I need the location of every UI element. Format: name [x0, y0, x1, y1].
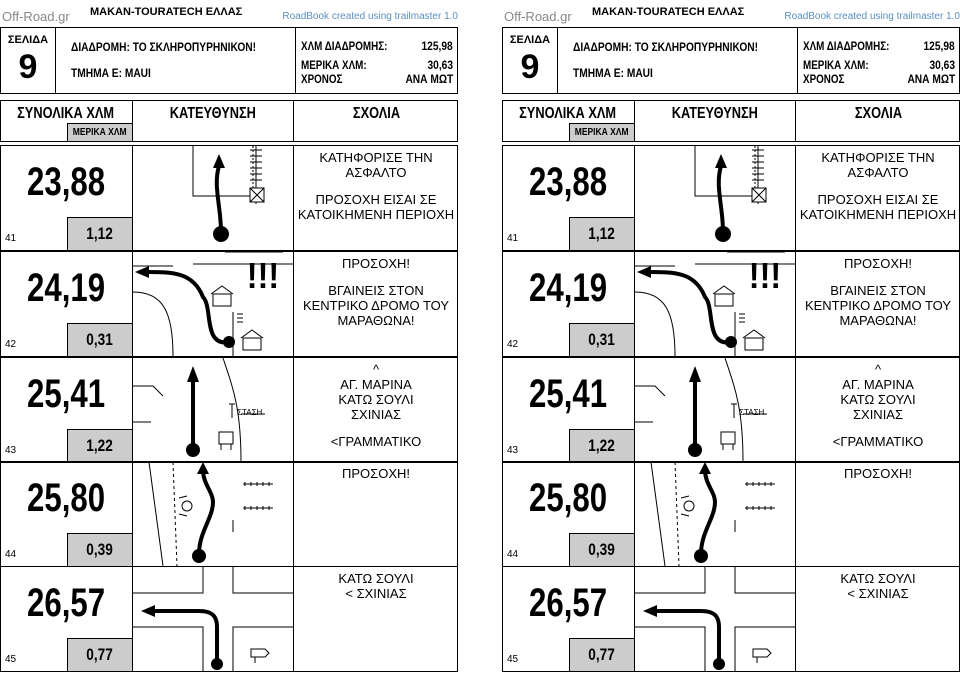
note-line: ΚΑΤΗΦΟΡΙΣΕ ΤΗΝ ΑΣΦΑΛΤΟ — [821, 150, 935, 180]
row-number: 42 — [507, 339, 519, 350]
tulip-diagram — [132, 146, 293, 250]
site-name: Off-Road.gr — [2, 9, 70, 24]
total-km: 25,80 — [528, 476, 608, 520]
note-line: ^ — [372, 362, 380, 377]
distance-cell — [1, 462, 131, 566]
page-number-box — [503, 28, 558, 93]
partial-km-value: 0,31 — [569, 323, 634, 356]
partial-km-value: 1,12 — [67, 217, 132, 250]
notes-cell — [293, 358, 458, 462]
site-name: Off-Road.gr — [504, 9, 572, 24]
notes-cell — [795, 146, 960, 250]
roadbook-page-left — [0, 0, 458, 674]
tulip-diagram — [634, 462, 795, 566]
total-km: 25,80 — [26, 476, 106, 520]
distance-cell — [503, 462, 633, 566]
note-line: ΚΑΤΩ ΣΟΥΛΙ — [840, 571, 916, 586]
note-line: ΣΧΙΝΙΑΣ — [852, 407, 904, 422]
partial-km-value: 1,22 — [569, 429, 634, 462]
partial-km-value: 0,31 — [67, 323, 132, 356]
distance-cell — [1, 252, 131, 356]
note-line: ΚΑΤΗΦΟΡΙΣΕ ΤΗΝ ΑΣΦΑΛΤΟ — [319, 150, 433, 180]
row-number: 42 — [5, 339, 17, 350]
warning-marks: !!! — [246, 255, 280, 296]
total-km: 23,88 — [26, 160, 106, 204]
note-line: ΒΓΑΙΝΕΙΣ ΣΤΟΝ ΚΕΝΤΡΙΚΟ ΔΡΟΜΟ ΤΟΥ ΜΑΡΑΘΩΝΑ! — [804, 283, 952, 328]
column-header — [0, 100, 458, 142]
notes-cell — [795, 358, 960, 462]
total-km: 25,41 — [528, 372, 608, 416]
table-row — [502, 251, 960, 357]
table-row — [502, 145, 960, 251]
total-km: 23,88 — [528, 160, 608, 204]
note-line: ^ — [874, 362, 882, 377]
page-header — [0, 0, 458, 26]
tulip-diagram — [634, 252, 795, 356]
note-line: <ΓΡΑΜΜΑΤΙΚΟ — [330, 434, 422, 449]
distance-cell — [1, 358, 131, 462]
col-total: ΣΥΝΟΛΙΚΑ ΧΛΜ ΜΕΡΙΚΑ ΧΛΜ — [503, 101, 633, 141]
note-line — [796, 271, 960, 283]
row-number: 44 — [5, 549, 17, 560]
note-line — [796, 180, 960, 192]
note-line: ΒΓΑΙΝΕΙΣ ΣΤΟΝ ΚΕΝΤΡΙΚΟ ΔΡΟΜΟ ΤΟΥ ΜΑΡΑΘΩΝΑ! — [302, 283, 450, 328]
note-line — [294, 422, 458, 434]
section-name: ΤΜΗΜΑ Ε: ΜΑUI — [71, 66, 151, 80]
col-notes: ΣΧΟΛΙΑ — [795, 101, 960, 141]
club-name: MAKAN-TOURATECH ΕΛΛΑΣ — [592, 6, 745, 18]
col-direction: ΚΑΤΕΥΘΥΝΣΗ — [634, 101, 795, 141]
notes-cell — [795, 252, 960, 356]
table-row — [0, 461, 458, 567]
tulip-diagram — [132, 252, 293, 356]
notes-cell — [293, 462, 458, 566]
tulip-diagram — [634, 358, 795, 462]
note-line: ΠΡΟΣΟΧΗ! — [342, 256, 410, 271]
credit-text: RoadBook created using trailmaster 1.0 — [784, 11, 960, 22]
table-row — [502, 357, 960, 463]
note-line: < ΣΧΙΝΙΑΣ — [345, 586, 407, 601]
notes-cell — [795, 462, 960, 566]
tulip-svg — [635, 146, 795, 250]
tulip-svg — [133, 567, 293, 671]
row-number: 45 — [5, 654, 17, 665]
col-partial: ΜΕΡΙΚΑ ΧΛΜ — [67, 123, 132, 141]
tulip-svg — [133, 462, 293, 566]
total-km: 26,57 — [528, 581, 608, 625]
note-line: ΚΑΤΩ ΣΟΥΛΙ — [840, 392, 916, 407]
table-row — [0, 357, 458, 463]
note-line: ΠΡΟΣΟΧΗ! — [844, 256, 912, 271]
bus-stop-label: ΣΤΑΣΗ — [739, 408, 765, 417]
partial-km-value: 0,77 — [67, 638, 132, 671]
note-line — [294, 180, 458, 192]
tulip-diagram — [132, 462, 293, 566]
tulip-diagram — [132, 358, 293, 462]
note-line: ΣΧΙΝΙΑΣ — [350, 407, 402, 422]
partial-km-value: 0,77 — [569, 638, 634, 671]
tulip-diagram — [132, 567, 293, 671]
notes-cell — [293, 567, 458, 671]
tulip-svg — [635, 358, 795, 462]
route-name: ΔΙΑΔΡΟΜΗ: ΤΟ ΣΚΛΗΡΟΠΥΡΗΝΙΚΟΝ! — [573, 40, 759, 54]
col-total: ΣΥΝΟΛΙΚΑ ΧΛΜ ΜΕΡΙΚΑ ΧΛΜ — [1, 101, 131, 141]
tulip-diagram — [634, 567, 795, 671]
note-line — [796, 422, 960, 434]
page-number: 9 — [18, 48, 38, 86]
total-km: 26,57 — [26, 581, 106, 625]
warning-marks: !!! — [748, 255, 782, 296]
partial-km-value: 1,22 — [67, 429, 132, 462]
tulip-svg — [635, 567, 795, 671]
credit-text: RoadBook created using trailmaster 1.0 — [282, 11, 458, 22]
row-number: 45 — [507, 654, 519, 665]
distance-cell — [503, 358, 633, 462]
tulip-svg — [635, 462, 795, 566]
row-number: 43 — [5, 445, 17, 456]
col-direction: ΚΑΤΕΥΘΥΝΣΗ — [132, 101, 293, 141]
col-notes: ΣΧΟΛΙΑ — [293, 101, 458, 141]
table-row — [0, 251, 458, 357]
route-name: ΔΙΑΔΡΟΜΗ: ΤΟ ΣΚΛΗΡΟΠΥΡΗΝΙΚΟΝ! — [71, 40, 257, 54]
note-line: ΑΓ. ΜΑΡΙΝΑ — [340, 377, 412, 392]
note-line: ΚΑΤΩ ΣΟΥΛΙ — [338, 392, 414, 407]
distance-cell — [503, 567, 633, 671]
distance-cell — [1, 567, 131, 671]
page-label: ΣΕΛΙΔΑ — [7, 34, 49, 46]
note-line: < ΣΧΙΝΙΑΣ — [847, 586, 909, 601]
tulip-svg — [133, 358, 293, 462]
row-number: 43 — [507, 445, 519, 456]
note-line: <ΓΡΑΜΜΑΤΙΚΟ — [832, 434, 924, 449]
table-row — [0, 566, 458, 672]
note-line: ΠΡΟΣΟΧΗ! — [844, 466, 912, 481]
partial-km-value: 0,39 — [569, 533, 634, 566]
tulip-diagram — [634, 146, 795, 250]
table-row — [502, 566, 960, 672]
total-km: 24,19 — [528, 266, 608, 310]
page-number: 9 — [520, 48, 540, 86]
note-line: ΠΡΟΣΟΧΗ! — [342, 466, 410, 481]
note-line: ΑΓ. ΜΑΡΙΝΑ — [842, 377, 914, 392]
notes-cell — [795, 567, 960, 671]
partial-km-value: 0,39 — [67, 533, 132, 566]
row-number: 41 — [5, 233, 17, 244]
club-name: MAKAN-TOURATECH ΕΛΛΑΣ — [90, 6, 243, 18]
roadbook-page-right — [502, 0, 960, 674]
page-header — [502, 0, 960, 26]
partial-km-value: 1,12 — [569, 217, 634, 250]
notes-cell — [293, 146, 458, 250]
page-number-box — [1, 28, 56, 93]
route-info-box: ΣΕΛΙΔΑ 9 ΔΙΑΔΡΟΜΗ: ΤΟ ΣΚΛΗΡΟΠΥΡΗΝΙΚΟΝ! ΤΜΗΜΑ Ε: ΜΑUI ΧΛΜ ΔΙΑΔΡΟΜΗΣ: 125,98 ΜΕΡΙΚΑ ΧΛΜ: 30,63 ΧΡΟΝΟΣ ΑΝΑ ΜΩΤ — [0, 27, 458, 94]
bus-stop-label: ΣΤΑΣΗ — [237, 408, 263, 417]
note-line: ΠΡΟΣΟΧΗ ΕΙΣΑΙ ΣΕ ΚΑΤΟΙΚΗΜΕΝΗ ΠΕΡΙΟΧΗ — [799, 192, 957, 222]
table-row — [502, 461, 960, 567]
note-line — [294, 271, 458, 283]
note-line: ΚΑΤΩ ΣΟΥΛΙ — [338, 571, 414, 586]
page-label: ΣΕΛΙΔΑ — [509, 34, 551, 46]
total-km: 25,41 — [26, 372, 106, 416]
distance-cell — [1, 146, 131, 250]
row-number: 44 — [507, 549, 519, 560]
distance-cell — [503, 146, 633, 250]
row-number: 41 — [507, 233, 519, 244]
column-header — [502, 100, 960, 142]
note-line: ΠΡΟΣΟΧΗ ΕΙΣΑΙ ΣΕ ΚΑΤΟΙΚΗΜΕΝΗ ΠΕΡΙΟΧΗ — [297, 192, 455, 222]
distance-cell — [503, 252, 633, 356]
section-name: ΤΜΗΜΑ Ε: ΜΑUI — [573, 66, 653, 80]
col-partial: ΜΕΡΙΚΑ ΧΛΜ — [569, 123, 634, 141]
notes-cell — [293, 252, 458, 356]
table-row — [0, 145, 458, 251]
total-km: 24,19 — [26, 266, 106, 310]
tulip-svg — [133, 146, 293, 250]
route-info-box: ΣΕΛΙΔΑ 9 ΔΙΑΔΡΟΜΗ: ΤΟ ΣΚΛΗΡΟΠΥΡΗΝΙΚΟΝ! ΤΜΗΜΑ Ε: ΜΑUI ΧΛΜ ΔΙΑΔΡΟΜΗΣ: 125,98 ΜΕΡΙΚΑ ΧΛΜ: 30,63 ΧΡΟΝΟΣ ΑΝΑ ΜΩΤ — [502, 27, 960, 94]
